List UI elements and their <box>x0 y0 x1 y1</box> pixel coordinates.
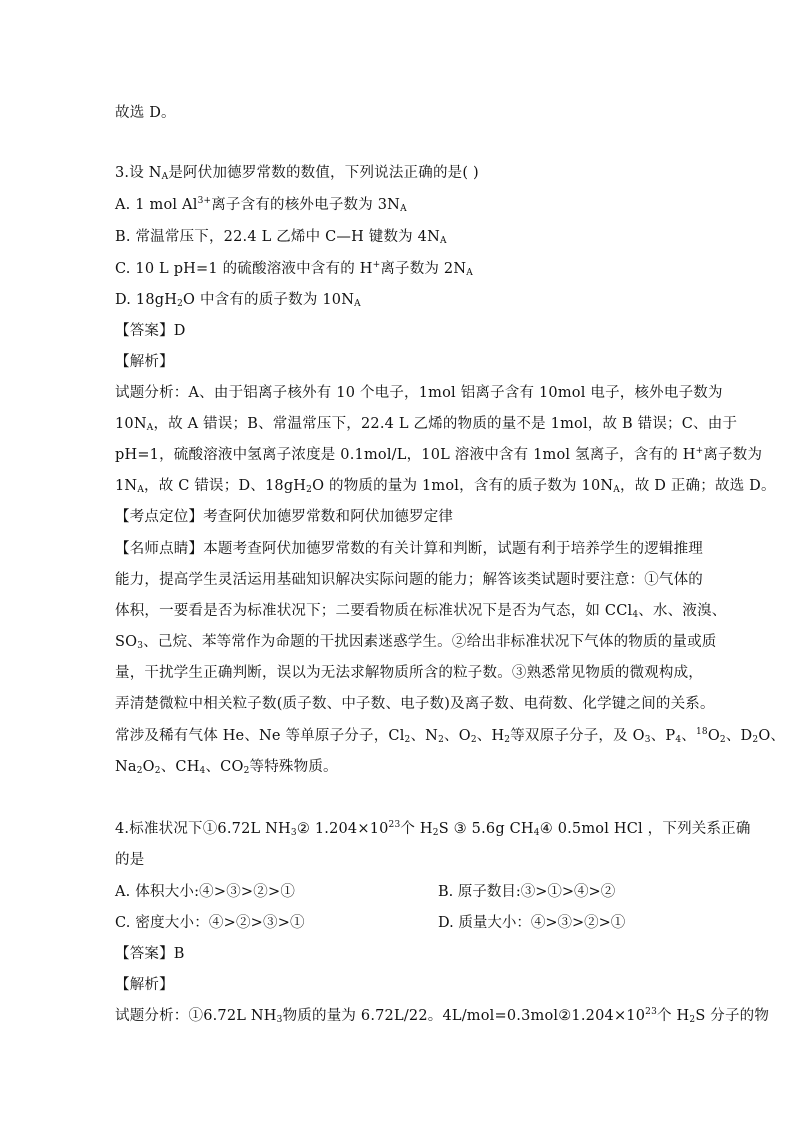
conclusion-line: 故选 D。 <box>115 105 176 121</box>
question-3-analysis-line-3: pH=1，硫酸溶液中氢离子浓度是 0.1mol/L，10L 溶液中含有 1mol 氢离子，含有的 H+离子数为 <box>115 446 763 463</box>
question-3-answer: 【答案】D <box>115 323 186 339</box>
question-4-stem-line-1: 4.标准状况下①6.72L $NH_3②$ $1.204\times 10^{23}$个 $H_2S$ ③ 5.6g $CH_4④$ 0.5mol HCl ，下列关系正确 <box>115 820 751 838</box>
question-3-analysis-line-4: $1N_A$，故 C 错误；D、$18gH_2O$ 的物质的量为 1mol，含有的质子数为 $10N_A$，故 D 正确；故选 D。 <box>115 478 776 495</box>
question-3-analysis-line-2: $10N_A$，故 A 错误；B、常温常压下，22.4 L 乙烯的物质的量不是 1mol，故 B 错误；C、由于 <box>115 416 738 433</box>
question-3-option-a: A. 1 mol $Al^{3+}$离子含有的核外电子数为 $3N_A$ <box>115 196 407 214</box>
question-3-analysis-title: 【解析】 <box>115 354 174 370</box>
question-3-key-point: 【考点定位】考查阿伏加德罗常数和阿伏加德罗定律 <box>115 509 454 525</box>
question-3-teacher-note-line-8: $Na_2O_2$、$CH_4$、$CO_2$等特殊物质。 <box>115 759 338 776</box>
question-3-option-d: D. $18gH_2O$ 中含有的质子数为 $10N_A$ <box>115 292 361 309</box>
question-4-answer: 【答案】B <box>115 946 185 962</box>
question-3-teacher-note-line-3: 体积，一要看是否为标准状况下；二要看物质在标准状况下是否为气态，如 CCl$_4$、水、液溴、 <box>115 603 727 620</box>
question-3-stem: 3.设 $N_A$是阿伏加德罗常数的数值，下列说法正确的是( ) <box>115 165 479 182</box>
question-4-option-d: D. 质量大小：④>③>②>① <box>438 915 626 931</box>
question-3-analysis-line-1: 试题分析：A、由于铝离子核外有 10 个电子，1mol 铝离子含有 10mol 电子，核外电子数为 <box>115 385 723 401</box>
question-4-analysis-title: 【解析】 <box>115 977 174 993</box>
question-3-teacher-note-line-6: 弄清楚微粒中相关粒子数(质子数、中子数、电子数)及离子数、电荷数、化学键之间的关系。 <box>115 696 715 712</box>
question-3-teacher-note-line-2: 能力，提高学生灵活运用基础知识解决实际问题的能力；解答该类试题时要注意：①气体的 <box>115 572 703 588</box>
question-3-teacher-note-line-5: 量，干扰学生正确判断，误以为无法求解物质所含的粒子数。③熟悉常见物质的微观构成， <box>115 665 703 681</box>
question-3-teacher-note-line-4: $SO_3$、己烷、苯等常作为命题的干扰因素迷惑学生。②给出非标准状况下气体的物质的量或质 <box>115 634 717 651</box>
question-3-teacher-note-line-7: 常涉及稀有气体 He、Ne 等单原子分子，$Cl_2$、$N_2$、$O_2$、$H_2$等双原子分子，及 $O_3$、$P_4$、$^{18}O_2$、$D_2O$、 <box>115 727 786 745</box>
question-4-analysis-line-1: 试题分析：①6.72L $NH_3$物质的量为 6.72L/22。$4L/mol=0.3mol②1.204\times 10^{23}$个 $H_2S$ 分子的物 <box>115 1007 770 1025</box>
question-3-option-b: B. 常温常压下，22.4 L 乙烯中 C—H 键数为 $4N_A$ <box>115 229 447 246</box>
question-4-option-a: A. 体积大小:④>③>②>① <box>115 884 296 900</box>
question-4-stem-line-2: 的是 <box>115 852 145 868</box>
question-3-teacher-note-line-1: 【名师点睛】本题考查阿伏加德罗常数的有关计算和判断，试题有利于培养学生的逻辑推理 <box>115 541 703 557</box>
question-3-option-c: C. 10 L pH=1 的硫酸溶液中含有的 H+离子数为 $2N_A$ <box>115 260 473 278</box>
question-4-option-b: B. 原子数目:③>①>④>② <box>438 884 616 900</box>
question-4-option-c: C. 密度大小：④>②>③>① <box>115 915 305 931</box>
